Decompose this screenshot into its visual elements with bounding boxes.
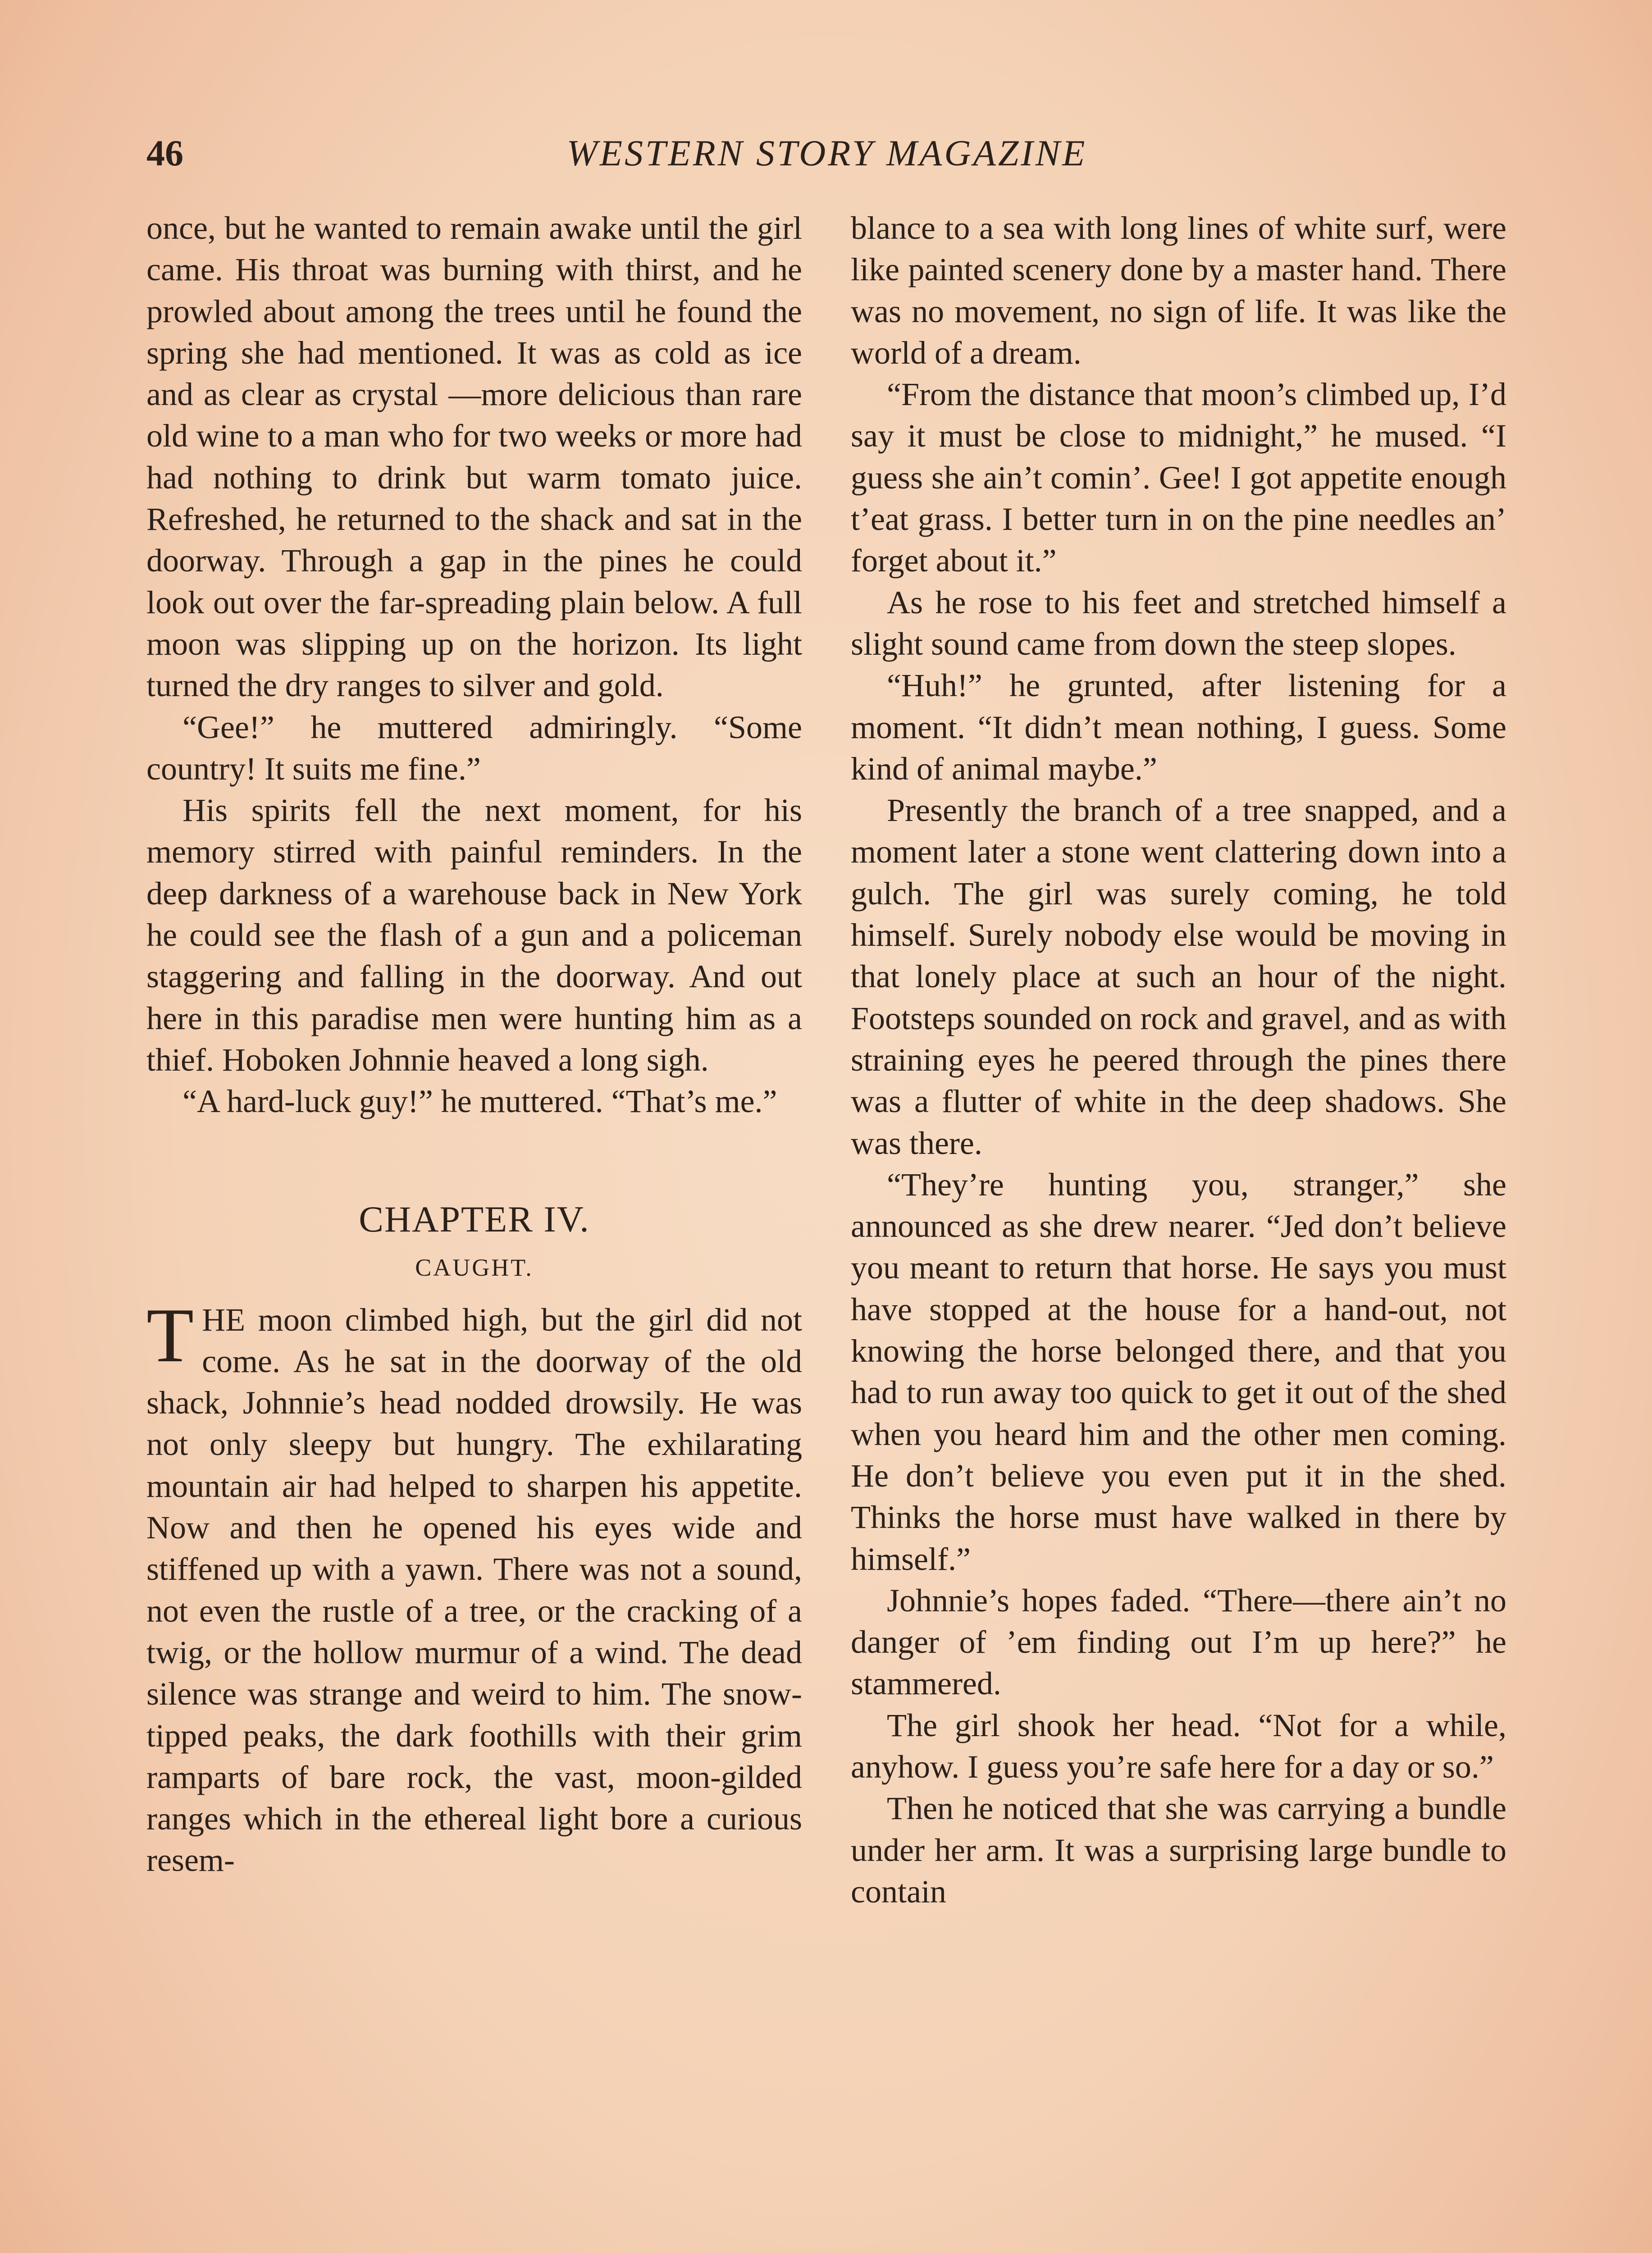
chapter-subtitle: CAUGHT. (415, 1254, 534, 1281)
paragraph: His spirits fell the next moment, for his memory stirred with painful reminders. In the deep darkness of a warehouse back in New York he could see the flash of a gun and a policeman staggering and falling in the doorway. And out here in this paradise men were hunting him as a thief. Hoboken Johnnie heaved a long sigh. (146, 792, 802, 1078)
paragraph: blance to a sea with long lines of white surf, were like painted scenery done by a master hand. There was no movement, no sign of life. It was like the world of a dream. (851, 210, 1506, 371)
paragraph: Presently the branch of a tree snapped, and a moment later a stone went clattering down into a gulch. The girl was surely coming, he told himself. Surely nobody else would be moving in that lonely place at such an hour of the night. Footsteps sounded on rock and gravel, and as with straining eyes he peered through the pines there was a flutter of white in the deep shadows. She was there. (851, 792, 1506, 1161)
chapter-opening-text: HE moon climbed high, but the girl did not come. As he sat in the doorway of the old shack, Johnnie’s head nodded drowsily. He was not only sleepy but hungry. The exhilarating mountain air had helped to sharpen his appetite. Now and then he opened his eyes wide and stiffened up with a yawn. There was not a sound, not even the rustle of a tree, or the cracking of a twig, or the hollow murmur of a wind. The dead silence was strange and weird to him. The snow-tipped peaks, the dark foothills with their grim ramparts of bare rock, the vast, moon-gilded ranges which in the ethereal light bore a curious resem- (146, 1301, 802, 1879)
paragraph: Johnnie’s hopes faded. “There—there ain’t no danger of ’em finding out I’m up here?” he stammered. (851, 1582, 1506, 1702)
magazine-title: WESTERN STORY MAGAZINE (566, 132, 1087, 173)
page-header (146, 131, 1507, 185)
drop-cap: T (146, 1292, 194, 1378)
chapter-opening-paragraph (146, 1292, 802, 1881)
paragraph: once, but he wanted to remain awake until the girl came. His throat was burning with thirst, and he prowled about among the trees until he found the spring she had mentioned. It was as cold as ice and as clear as crystal —more delicious than rare old wine to a man who for two weeks or more had had nothing to drink but warm tomato juice. Refreshed, he returned to the shack and sat in the doorway. Through a gap in the pines he could look out over the far-spreading plain below. A full moon was slipping up on the horizon. Its light turned the dry ranges to silver and gold. (146, 210, 802, 704)
paragraph: “From the distance that moon’s climbed up, I’d say it must be close to midnight,” he mused. “I guess she ain’t comin’. Gee! I got appetite enough t’eat grass. I better turn in on the pine needles an’ forget about it.” (851, 376, 1506, 579)
paragraph: The girl shook her head. “Not for a while, anyhow. I guess you’re safe here for a day or so.” (851, 1707, 1506, 1785)
paragraph: “Gee!” he muttered admiringly. “Some country! It suits me fine.” (146, 709, 802, 787)
left-column (146, 207, 802, 1881)
paragraph: Then he noticed that she was carrying a bundle under her arm. It was a surprising large bundle to contain (851, 1790, 1506, 1910)
paragraph: “They’re hunting you, stranger,” she announced as she drew nearer. “Jed don’t believe you meant to return that horse. He says you must have stopped at the house for a hand-out, not knowing the horse belonged there, and that you had to run away too quick to get it out of the shed when you heard him and the other men coming. He don’t believe you even put it in the shed. Thinks the horse must have walked in there by himself.” (851, 1166, 1506, 1577)
chapter-heading: CHAPTER IV. (359, 1198, 590, 1240)
right-column (851, 207, 1506, 1912)
paragraph: “Huh!” he grunted, after listening for a moment. “It didn’t mean nothing, I guess. Some kind of animal maybe.” (851, 667, 1506, 787)
page-number: 46 (146, 132, 183, 173)
paragraph: “A hard-luck guy!” he muttered. “That’s me.” (183, 1083, 777, 1120)
paragraph: As he rose to his feet and stretched himself a slight sound came from down the steep slopes. (851, 584, 1506, 662)
